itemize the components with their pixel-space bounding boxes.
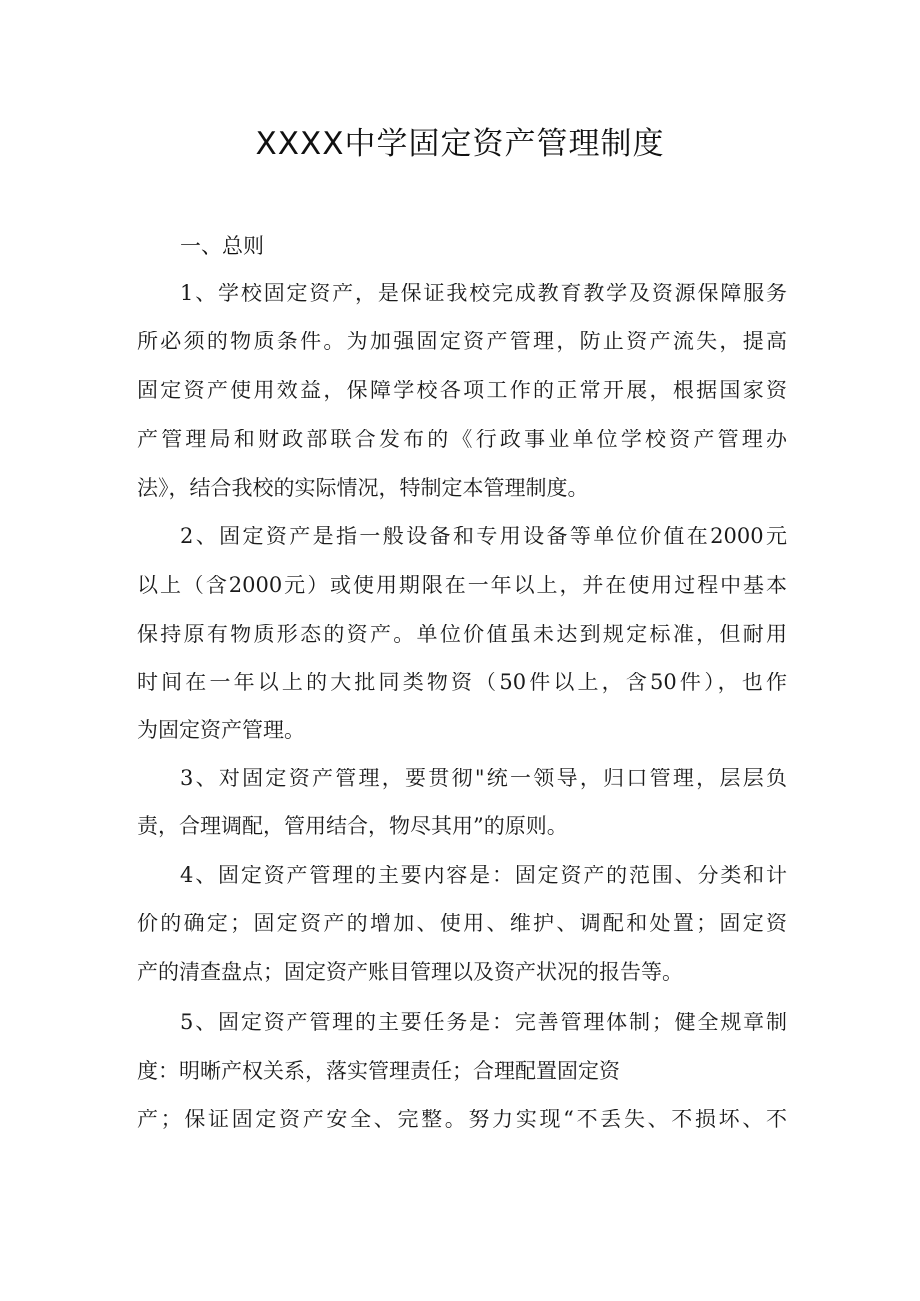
section-heading: 一、总则 bbox=[180, 234, 264, 258]
paragraph-1-line-5: 法》，结合我校的实际情况，特制定本管理制度。 bbox=[137, 476, 589, 500]
paragraph-4-line-3: 产的清查盘点；固定资产账目管理以及资产状况的报告等。 bbox=[137, 960, 683, 984]
paragraph-3-line-2: 责，合理调配，管用结合，物尽其用”的原则。 bbox=[137, 814, 568, 838]
paragraph-3-line-1: 3、对固定资产管理，要贯彻"统一领导，归口管理，层层负 bbox=[180, 768, 787, 790]
paragraph-2-line-4: 时间在一年以上的大批同类物资（50件以上，含50件），也作 bbox=[137, 672, 787, 694]
paragraph-2-line-2: 以上（含2000元）或使用期限在一年以上，并在使用过程中基本 bbox=[137, 575, 787, 597]
paragraph-2-line-1: 2、固定资产是指一般设备和专用设备等单位价值在2000元 bbox=[180, 526, 787, 548]
paragraph-4-line-2: 价的确定；固定资产的增加、使用、维护、调配和处置；固定资 bbox=[137, 913, 787, 935]
paragraph-2-line-3: 保持原有物质形态的资产。单位价值虽未达到规定标准，但耐用 bbox=[137, 624, 787, 646]
paragraph-2-line-5: 为固定资产管理。 bbox=[137, 718, 305, 742]
paragraph-4-line-1: 4、固定资产管理的主要内容是：固定资产的范围、分类和计 bbox=[180, 865, 787, 887]
paragraph-1-line-4: 产管理局和财政部联合发布的《行政事业单位学校资产管理办 bbox=[137, 429, 787, 451]
paragraph-5-line-3: 产；保证固定资产安全、完整。努力实现“不丢失、不损坏、不 bbox=[137, 1109, 787, 1131]
paragraph-1-line-2: 所必须的物质条件。为加强固定资产管理，防止资产流失，提高 bbox=[137, 331, 787, 353]
paragraph-1-line-1: 1、学校固定资产，是保证我校完成教育教学及资源保障服务 bbox=[180, 283, 787, 305]
paragraph-1-line-3: 固定资产使用效益，保障学校各项工作的正常开展，根据国家资 bbox=[137, 380, 787, 402]
paragraph-5-line-2: 度：明晰产权关系，落实管理责任；合理配置固定资 bbox=[137, 1059, 620, 1083]
document-title: XXXX中学固定资产管理制度 bbox=[255, 126, 665, 162]
paragraph-5-line-1: 5、固定资产管理的主要任务是：完善管理体制；健全规章制 bbox=[180, 1012, 787, 1034]
